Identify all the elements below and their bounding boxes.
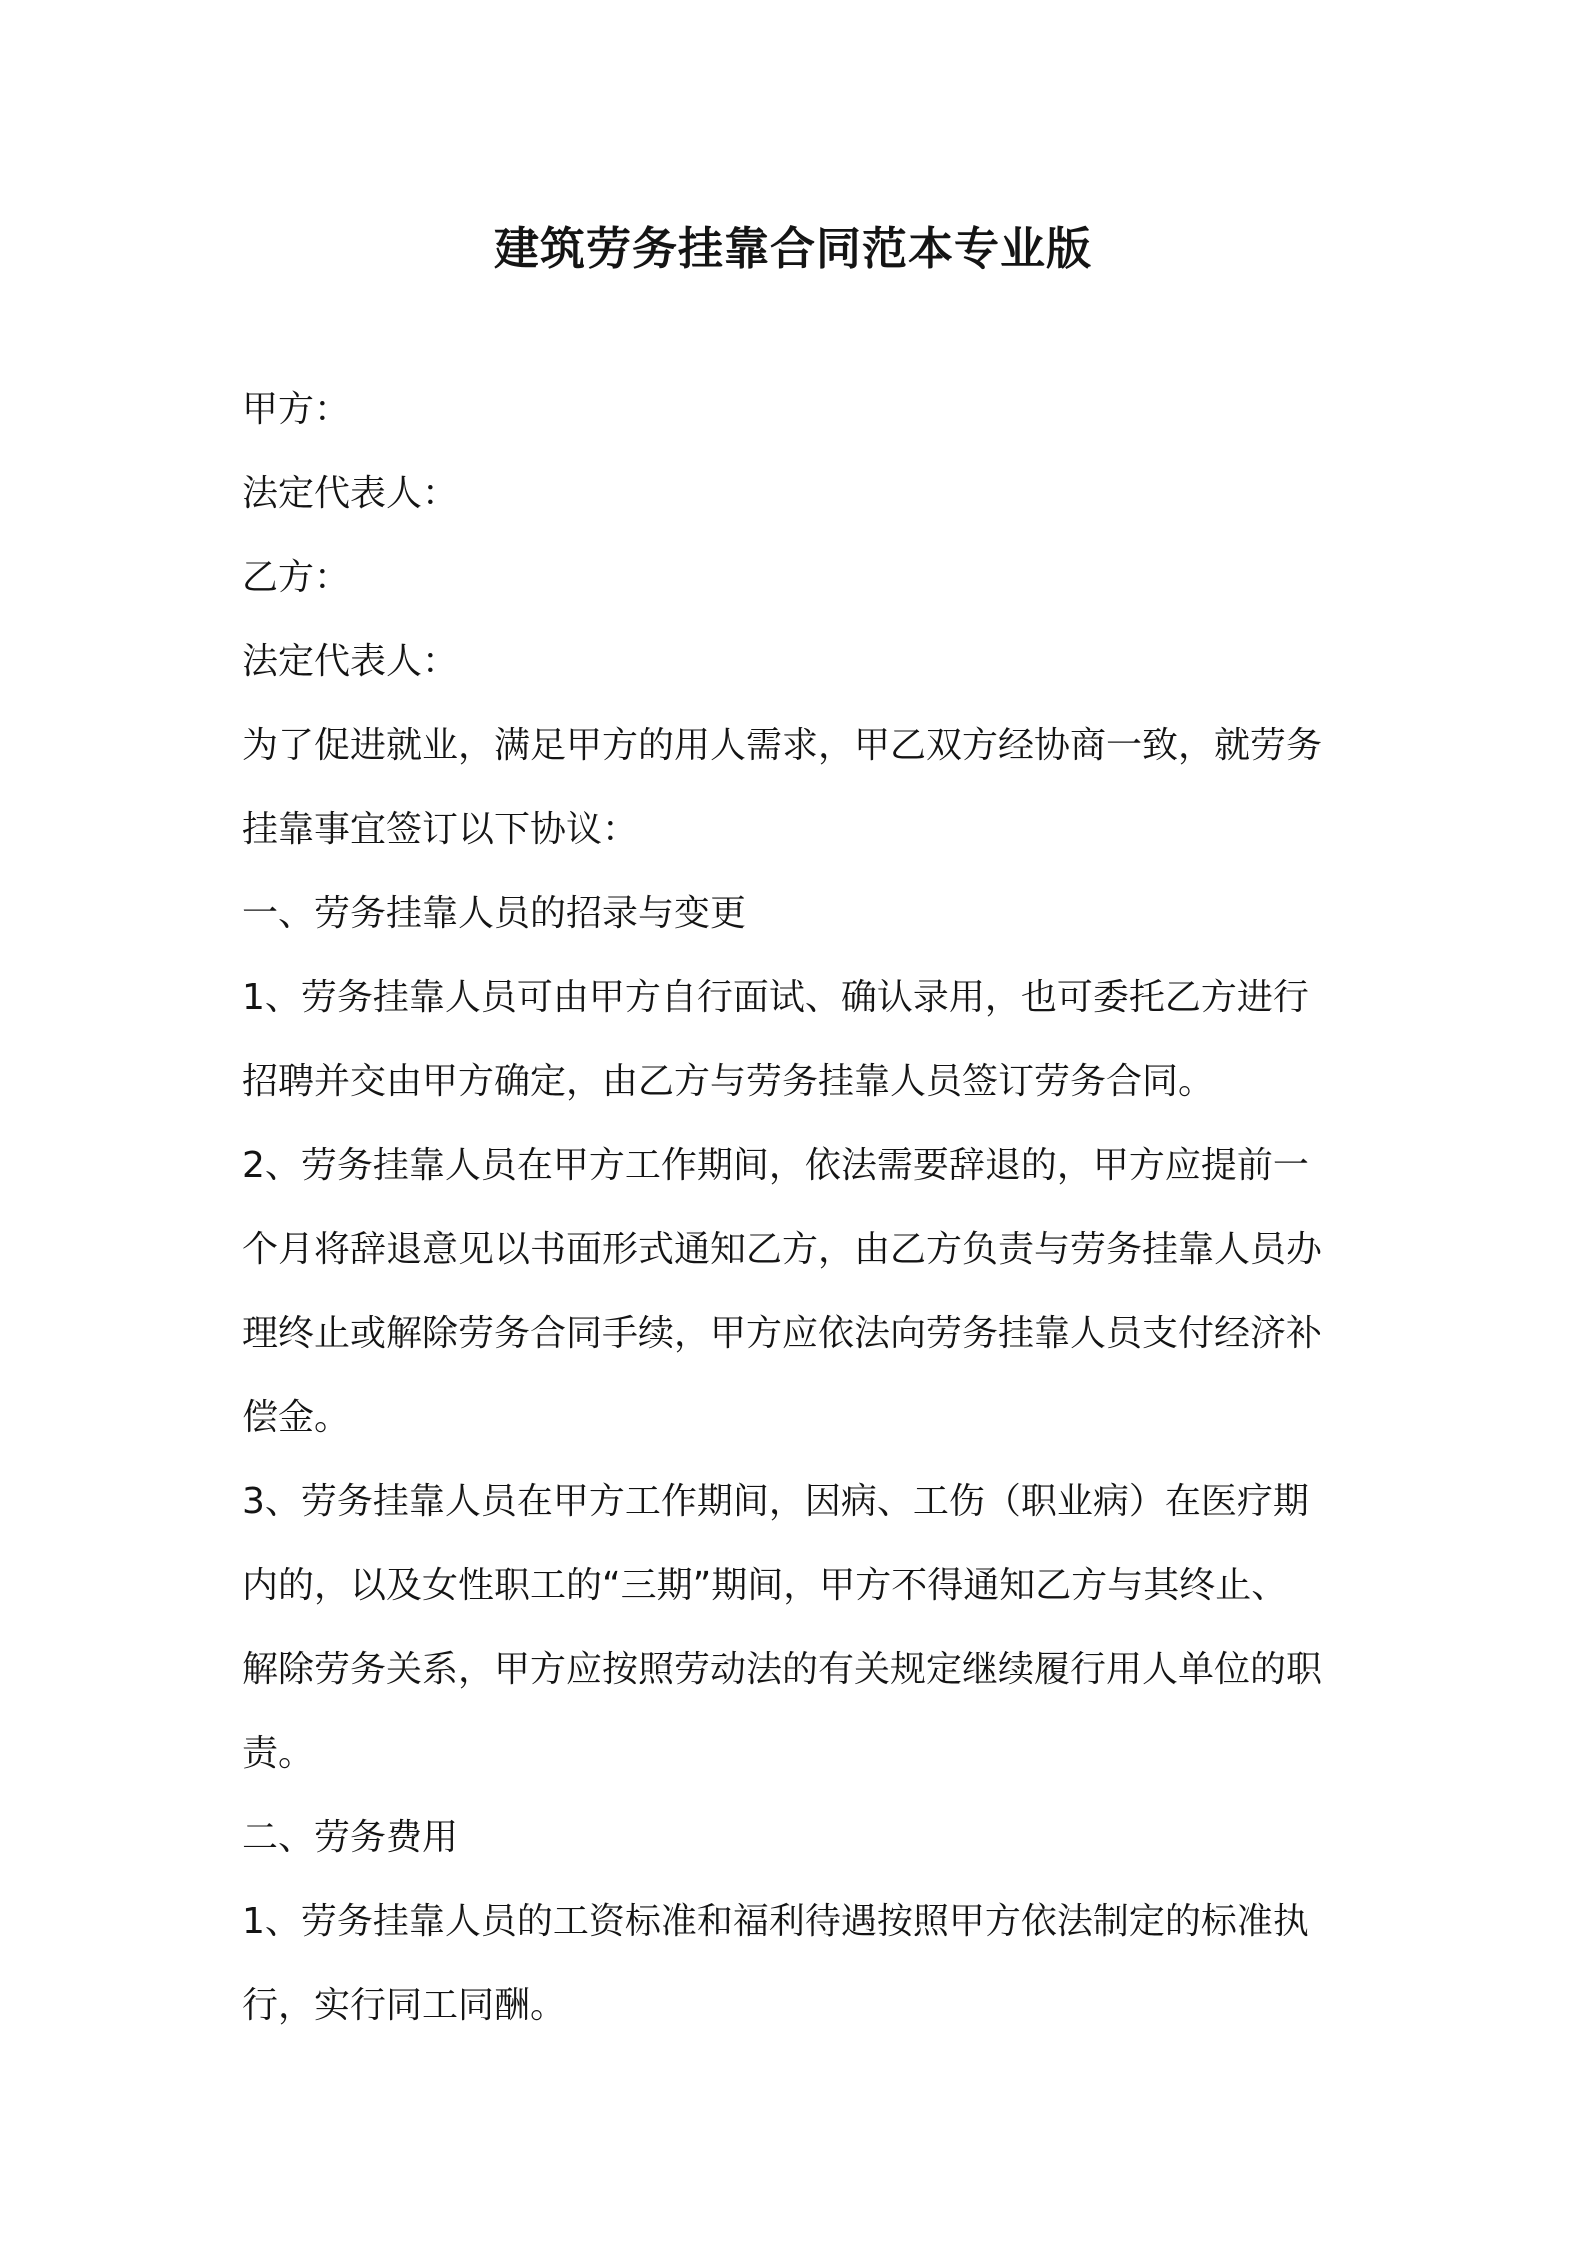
party-b-representative-label: 法定代表人： xyxy=(242,641,459,682)
clause-line: 3、劳务挂靠人员在甲方工作期间，因病、工伤（职业病）在医疗期 xyxy=(242,1481,1309,1522)
clause-line: 解除劳务关系，甲方应按照劳动法的有关规定继续履行用人单位的职 xyxy=(242,1649,1323,1690)
clause-line: 责。 xyxy=(242,1733,315,1774)
clause-line: 内的，以及女性职工的“三期”期间，甲方不得通知乙方与其终止、 xyxy=(242,1565,1288,1606)
section-heading-recruitment: 一、劳务挂靠人员的招录与变更 xyxy=(242,893,747,934)
clause-line: 1、劳务挂靠人员可由甲方自行面试、确认录用，也可委托乙方进行 xyxy=(242,977,1309,1018)
clause-line: 个月将辞退意见以书面形式通知乙方，由乙方负责与劳务挂靠人员办 xyxy=(242,1229,1323,1270)
clause-line: 行，实行同工同酬。 xyxy=(242,1985,567,2026)
preamble-line: 挂靠事宜签订以下协议： xyxy=(242,809,639,850)
clause-line: 2、劳务挂靠人员在甲方工作期间，依法需要辞退的，甲方应提前一 xyxy=(242,1145,1309,1186)
clause-line: 招聘并交由甲方确定，由乙方与劳务挂靠人员签订劳务合同。 xyxy=(242,1061,1215,1102)
party-a-label: 甲方： xyxy=(242,389,351,430)
party-a-representative-label: 法定代表人： xyxy=(242,473,459,514)
preamble-line: 为了促进就业，满足甲方的用人需求，甲乙双方经协商一致，就劳务 xyxy=(242,725,1323,766)
document-title: 建筑劳务挂靠合同范本专业版 xyxy=(493,222,1092,275)
clause-line: 理终止或解除劳务合同手续，甲方应依法向劳务挂靠人员支付经济补 xyxy=(242,1313,1323,1354)
section-heading-fees: 二、劳务费用 xyxy=(242,1817,459,1858)
clause-line: 偿金。 xyxy=(242,1397,351,1438)
document-body xyxy=(242,368,1354,2048)
clause-line: 1、劳务挂靠人员的工资标准和福利待遇按照甲方依法制定的标准执 xyxy=(242,1901,1309,1942)
party-b-label: 乙方： xyxy=(242,557,351,598)
